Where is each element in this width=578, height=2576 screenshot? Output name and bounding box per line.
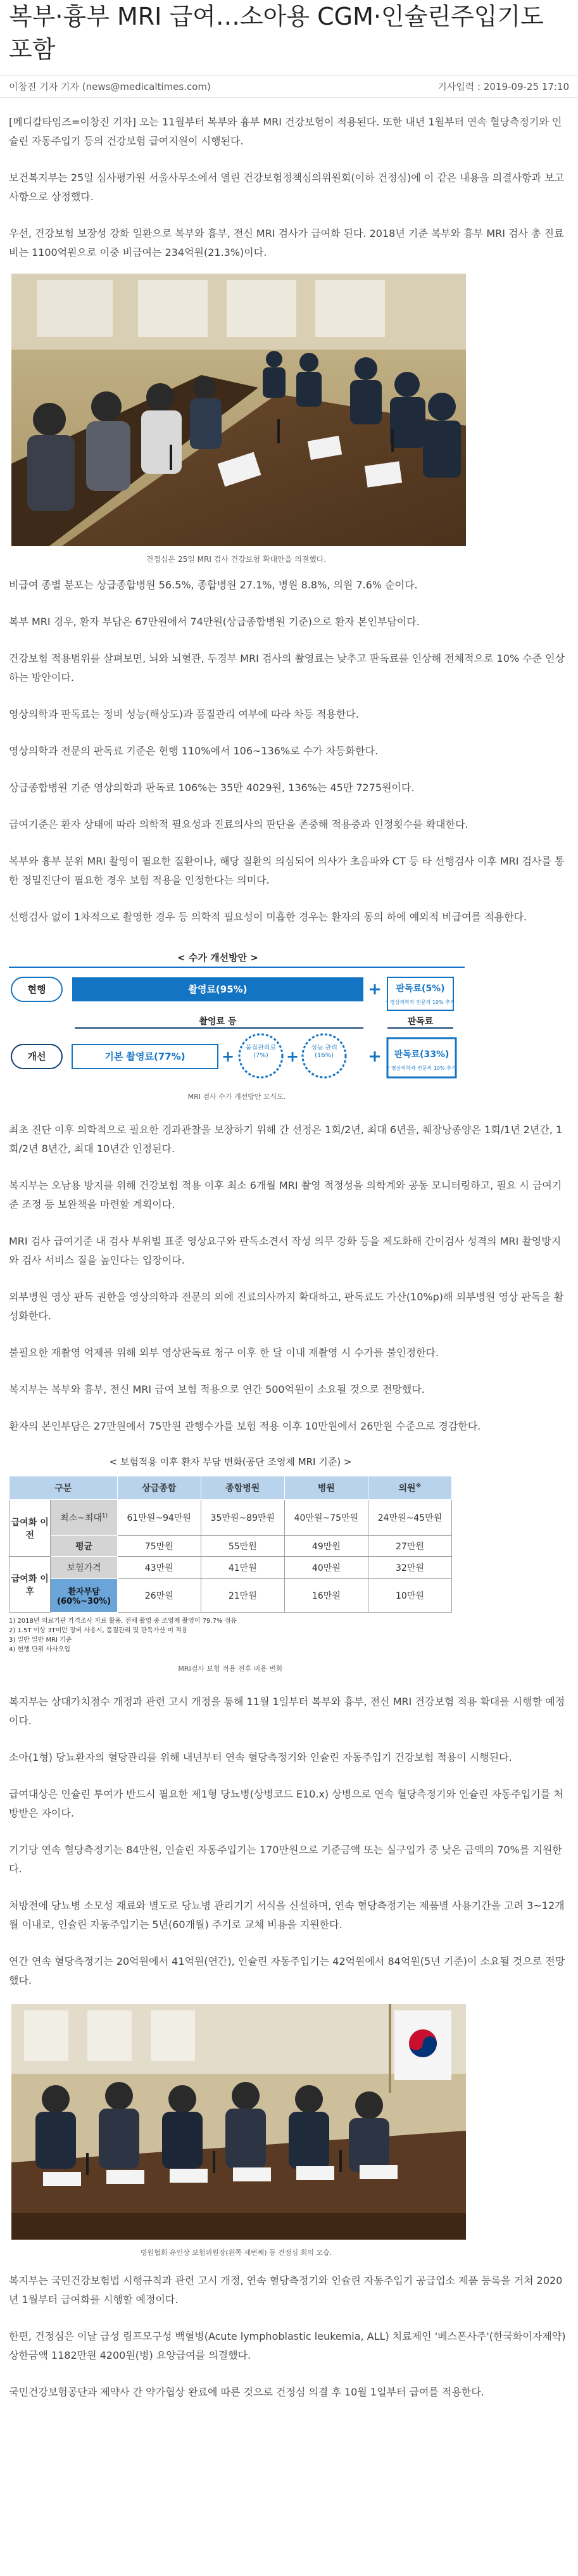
- table-row-label: 보험가격: [51, 1557, 117, 1579]
- table-cell: 41만원: [201, 1557, 284, 1579]
- paragraph: 처방전에 당뇨병 소모성 재료와 별도로 당뇨병 관리기기 서식을 신설하며, 연속 혈당측정기는 제품별 사용기간을 고려 3~12개월 이내로, 인슐린 자동주입기는 5년(60개월) 주기로 교체 비용을 지원한다.: [9, 1900, 565, 1931]
- paragraph: 불필요한 재촬영 억제를 위해 외부 영상판독료 청구 이후 한 달 이내 재촬영 시 수가를 불인정한다.: [9, 1347, 439, 1359]
- improved-label: 개선: [27, 1051, 46, 1062]
- table-row: [9, 1536, 452, 1557]
- paragraph: 복지부는 상대가치점수 개정과 관련 고시 개정을 통해 11월 1일부터 복부와 흉부, 전신 MRI 건강보험 적용 확대를 시행할 예정이다.: [9, 1696, 565, 1727]
- table-cell: 16만원: [284, 1579, 368, 1613]
- basic-shooting-label: 기본 촬영료(77%): [104, 1051, 185, 1062]
- paragraph: 비급여 종별 분포는 상급종합병원 56.5%, 종합병원 27.1%, 병원 8.8%, 의원 7.6% 순이다.: [9, 579, 418, 591]
- table-header: 구분: [9, 1476, 118, 1500]
- performance-circle-label: 성능 관리 (16%): [311, 1044, 337, 1059]
- paragraph: 영상의학과 전문의 판독료 기준은 현행 110%에서 106~136%로 수가 차등화한다.: [9, 745, 379, 757]
- paragraph: 영상의학과 판독료는 정비 성능(해상도)과 품질관리 여부에 따라 차등 적용한다.: [9, 708, 359, 720]
- current-read-note: * 영상의학과 전문의 10% 추가: [386, 999, 455, 1005]
- table-row-label: 평균: [51, 1536, 117, 1557]
- paragraph: 선행검사 없이 1차적으로 촬영한 경우 등 의학적 필요성이 미흡한 경우는 환자의 동의 하에 예외적 비급여를 적용한다.: [9, 911, 527, 923]
- meeting-photo-2-illustration: [11, 2004, 466, 2240]
- table-cell: 43만원: [117, 1557, 201, 1579]
- group-read-label: 판독료: [407, 1017, 434, 1027]
- paragraph: 최초 진단 이후 의학적으로 필요한 경과관찰을 보장하기 위해 간 선정은 1회/2년, 최대 6년을, 췌장낭종양은 1회/1년 2년간, 1회/2년 8년간, 최대 10년간 인정된다.: [9, 1124, 563, 1155]
- plus-sign: +: [221, 1048, 235, 1065]
- plus-sign: +: [286, 1048, 299, 1065]
- table-row-label-note: 1): [101, 1513, 108, 1520]
- table-cell: 75만원: [117, 1536, 201, 1557]
- current-label: 현행: [27, 984, 46, 995]
- table-cell: 35만원~89만원: [201, 1500, 284, 1536]
- paragraph: 기기당 연속 혈당측정기는 84만원, 인슐린 자동주입기는 170만원으로 기준금액 또는 실구입가 중 낮은 금액의 70%를 지원한다.: [9, 1844, 562, 1875]
- table-cell: 10만원: [368, 1579, 451, 1613]
- flag-icon: [389, 2004, 451, 2093]
- paragraph: 복부와 흉부 분위 MRI 촬영이 필요한 질환이나, 해당 질환의 의심되어 의사가 초음파와 CT 등 타 선행검사 이후 MRI 검사를 통한 정밀진단이 필요한 경우 보험 적용을 인정한다는 의미다.: [9, 855, 565, 886]
- meeting-photo-1-illustration: [11, 274, 466, 546]
- paragraph: 우선, 건강보험 보장성 강화 일환으로 복부와 흉부, 전신 MRI 검사가 급여화 된다. 2018년 기준 복부와 흉부 MRI 검사 총 진료비는 1100억원으로 이중 비급여는 234억원(21.3%)이다.: [9, 227, 564, 258]
- table-note: 3) 일반 일반 MRI 기준: [9, 1637, 72, 1644]
- current-read-box: [387, 977, 453, 1010]
- table-row-label-text: 최소~최대: [60, 1513, 102, 1523]
- table-cell: 55만원: [201, 1536, 284, 1557]
- paragraph: 한편, 건정심은 이날 급성 림프모구성 백혈병(Acute lymphoblastic leukemia, ALL) 치료제인 '베스폰사주'(한국화이자제약) 상한금액 1182만원 4200원(병) 요양급여를 의결했다.: [9, 2330, 566, 2361]
- meeting-photo-1: [11, 274, 466, 546]
- paragraph: 복지부는 오남용 방지를 위해 건강보험 적용 이후 최소 6개월 MRI 촬영 적정성을 의학계와 공동 모니터링하고, 필요 시 급여기준 조정 등 보완책을 마련할 계획이다.: [9, 1179, 562, 1210]
- table-cell: 27만원: [368, 1536, 451, 1557]
- paragraph: 복지부는 복부와 흉부, 전신 MRI 급여 보험 적용으로 연간 500억원이 소요될 것으로 전망했다.: [9, 1383, 425, 1395]
- table-cell: 21만원: [201, 1579, 284, 1613]
- improved-read-label: 판독료(33%): [394, 1050, 449, 1060]
- paragraph: 외부병원 영상 판독 권한을 영상의학과 전문의 외에 진료의사까지 확대하고, 판독료도 가산(10%p)해 외부병원 영상 판독을 활성화한다.: [9, 1291, 564, 1322]
- table-note: 4) 현행 단위 사사오입: [9, 1646, 71, 1653]
- table-note: 1) 2018년 의료기관 가격조사 자료 활용, 전체 촬영 중 조영제 촬영이 79.7% 점유: [9, 1618, 237, 1625]
- paragraph: 건강보험 적용범위를 살펴보면, 뇌와 뇌혈관, 두경부 MRI 검사의 촬영료는 낮추고 판독료를 인상해 전체적으로 10% 수준 인상하는 방안이다.: [9, 652, 565, 683]
- diagram-title: < 수가 개선방안 >: [177, 952, 258, 963]
- paragraph: 연간 연속 혈당측정기는 20억원에서 41억원(연간), 인슐린 자동주입기는 42억원에서 84억원(5년 기준)이 소요될 것으로 전망했다.: [9, 1955, 565, 1986]
- table-header-note: ※: [415, 1483, 422, 1490]
- table-cell: 49만원: [284, 1536, 368, 1557]
- paragraph: 보건복지부는 25일 심사평가원 서울사무소에서 열린 건강보험정책심의위원회(이하 건정심)에 이 같은 내용을 의결사항과 보고사항으로 상정했다.: [9, 172, 565, 203]
- group-shoot-label: 촬영료 등: [199, 1017, 237, 1027]
- table-header: 종합병원: [201, 1476, 284, 1500]
- paragraph: 복지부는 국민건강보험법 시행규칙과 관련 고시 개정, 연속 혈당측정기와 인슐린 자동주입기 공급업소 제품 등록을 거쳐 2020년 1월부터 급여화를 시행할 예정이다.: [9, 2275, 563, 2306]
- photo-caption: 병원협회 유인상 보험위원장(왼쪽 세번째) 등 건정심 회의 모습.: [140, 2249, 332, 2257]
- table-row: [9, 1557, 452, 1579]
- paragraph: 환자의 본인부담은 27만원에서 75만원 관행수가를 보험 적용 이후 10만원에서 26만원 수준으로 경감한다.: [9, 1420, 481, 1432]
- byline-bar: [0, 75, 578, 98]
- cost-table-title: < 보험적용 이후 환자 부담 변화(공단 조영제 MRI 기준) >: [109, 1456, 352, 1468]
- table-header: 상급종합: [117, 1476, 201, 1500]
- table-group-label: 급여화 이전: [9, 1500, 51, 1557]
- paragraph: 급여기준은 환자 상태에 따라 의학적 필요성과 진료의사의 판단을 존중해 적용증과 인정횟수를 확대한다.: [9, 818, 468, 830]
- quality-circle-label: 품질관리료 (7%): [245, 1044, 277, 1059]
- improved-read-note: * 영상의학과 전문의 10% 추가: [387, 1065, 456, 1071]
- fee-improvement-diagram: [9, 949, 465, 1082]
- table-cell: 40만원~75만원: [284, 1500, 368, 1536]
- table-cell: 32만원: [368, 1557, 451, 1579]
- paragraph: MRI 검사 급여기준 내 검사 부위별 표준 영상요구와 판독소견서 작성 의무 강화 등을 제도화해 간이검사 성격의 MRI 촬영방지와 검사 서비스 질을 높인다는 입장이다.: [9, 1235, 562, 1266]
- table-cell: 26만원: [117, 1579, 201, 1613]
- current-read-label: 판독료(5%): [396, 984, 445, 994]
- table-header: 병원: [284, 1476, 368, 1500]
- table-note: 2) 1.5T 이상 3T미만 장비 사용시, 품질관리 및 판독가산 미 적용: [9, 1627, 188, 1634]
- table-header-text: 의원: [398, 1483, 416, 1494]
- paragraph: 급여대상은 인슐린 투여가 반드시 필요한 제1형 당뇨병(상병코드 E10.x) 상병으로 연속 혈당측정기와 인슐린 자동주입기를 처방받은 자이다.: [9, 1788, 563, 1819]
- byline: 이창진 기자 기자 (news@medicaltimes.com): [9, 80, 211, 92]
- plus-sign: +: [368, 1047, 382, 1066]
- table-row-label: 환자부담 (60%~30%): [51, 1579, 117, 1613]
- table-row-label: [51, 1500, 117, 1536]
- paragraph: 복부 MRI 경우, 환자 부담은 67만원에서 74만원(상급종합병원 기준)으로 환자 본인부담이다.: [9, 616, 420, 628]
- cost-table-figure: [9, 1455, 452, 1673]
- table-header: [368, 1476, 451, 1500]
- table-group-label: 급여화 이후: [9, 1557, 51, 1613]
- article-body: [0, 98, 578, 2402]
- table-row: [9, 1579, 452, 1613]
- table-cell: 61만원~94만원: [117, 1500, 201, 1536]
- article-title-line1: 복부·흉부 MRI 급여…소아용 CGM·인슐린주입기도: [9, 3, 544, 30]
- table-row: [9, 1500, 452, 1536]
- plus-sign: +: [368, 980, 382, 999]
- paragraph: 상급종합병원 기준 영상의학과 판독료 106%는 35만 4029원, 136%는 45만 7275원이다.: [9, 782, 415, 794]
- paragraph: 국민건강보험공단과 제약사 간 약가협상 완료에 따른 것으로 건정심 의결 후 10월 1일부터 급여를 적용한다.: [9, 2386, 484, 2398]
- cost-table: [9, 1476, 452, 1613]
- current-shooting-label: 촬영료(95%): [188, 984, 248, 995]
- article-title-line2: 포함: [9, 35, 56, 63]
- paragraph: 소아(1형) 당뇨환자의 혈당관리를 위해 내년부터 연속 혈당측정기와 인슐린 자동주입기 건강보험 적용이 시행된다.: [9, 1751, 512, 1763]
- table-caption: MRI검사 보험 적용 전후 비용 변화: [178, 1665, 283, 1673]
- table-cell: 40만원: [284, 1557, 368, 1579]
- paragraph: [메디칼타임즈=이창진 기자] 오는 11월부터 복부와 흉부 MRI 건강보험이 적용된다. 또한 내년 1월부터 연속 혈당측정기와 인슐린 자동주입기 등의 건강보험 급여지원이 시행된다.: [9, 116, 562, 147]
- table-notes: [9, 1616, 452, 1654]
- article-title: [0, 0, 578, 66]
- meeting-photo-2: [11, 2004, 466, 2240]
- publish-date: 기사입력 : 2019-09-25 17:10: [437, 80, 569, 92]
- table-cell: 24만원~45만원: [368, 1500, 451, 1536]
- table-header-row: [9, 1476, 452, 1500]
- photo-caption: 건정심은 25일 MRI 검사 건강보험 확대안을 의결했다.: [146, 555, 327, 564]
- diagram-caption: MRI 검사 수가 개선방안 모식도.: [187, 1093, 286, 1101]
